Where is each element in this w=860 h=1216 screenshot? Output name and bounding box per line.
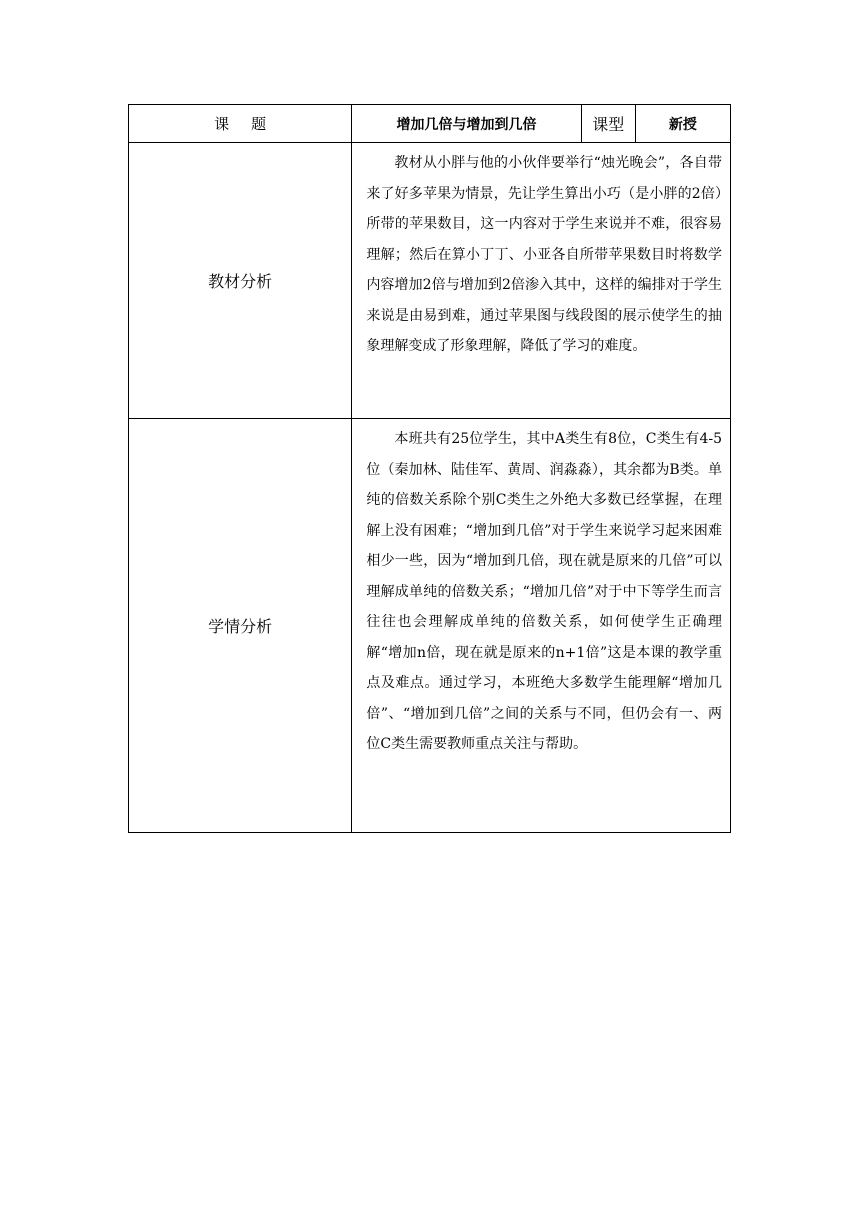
student-analysis-text: 本班共有25位学生，其中A类生有8位，C类生有4-5位（秦加林、陆佳军、黄周、润淼淼），其余都为B类。单纯的倍数关系除个别C类生之外绝大多数已经掌握，在理解上没有困难；“增加到几倍”对于学生来说学习起来困难相少一些，因为“增加到几倍，现在就是原来的几倍”可以理解成单纯的倍数关系；“增加几倍”对于中下等学生而言往往也会理解成单纯的倍数关系，如何使学生正确理解“增加n倍，现在就是原来的n+1倍”这是本课的教学重点及难点。通过学习，本班绝大多数学生能理解“增加几倍”、“增加到几倍”之间的关系与不同，但仍会有一、两位C类生需要教师重点关注与帮助。 [366,431,722,752]
header-row [129,105,731,143]
lesson-plan-table [128,104,731,833]
textbook-analysis-content-cell [352,143,731,419]
student-analysis-label: 学情分析 [129,419,352,833]
topic-label-cell: 课题 [129,105,352,143]
student-analysis-row [129,419,731,833]
textbook-analysis-row [129,143,731,419]
topic-value-cell: 增加几倍与增加到几倍 [352,105,581,143]
type-value-cell: 新授 [635,105,730,143]
type-label-cell: 课型 [581,105,635,143]
textbook-analysis-text: 教材从小胖与他的小伙伴要举行“烛光晚会”，各自带来了好多苹果为情景，先让学生算出小巧（是小胖的2倍）所带的苹果数目，这一内容对于学生来说并不难，很容易理解；然后在算小丁丁、小亚各自所带苹果数目时将数学内容增加2倍与增加到2倍渗入其中，这样的编排对于学生来说是由易到难，通过苹果图与线段图的展示使学生的抽象理解变成了形象理解，降低了学习的难度。 [366,155,722,354]
student-analysis-content-cell [352,419,731,833]
textbook-analysis-label: 教材分析 [129,143,352,419]
